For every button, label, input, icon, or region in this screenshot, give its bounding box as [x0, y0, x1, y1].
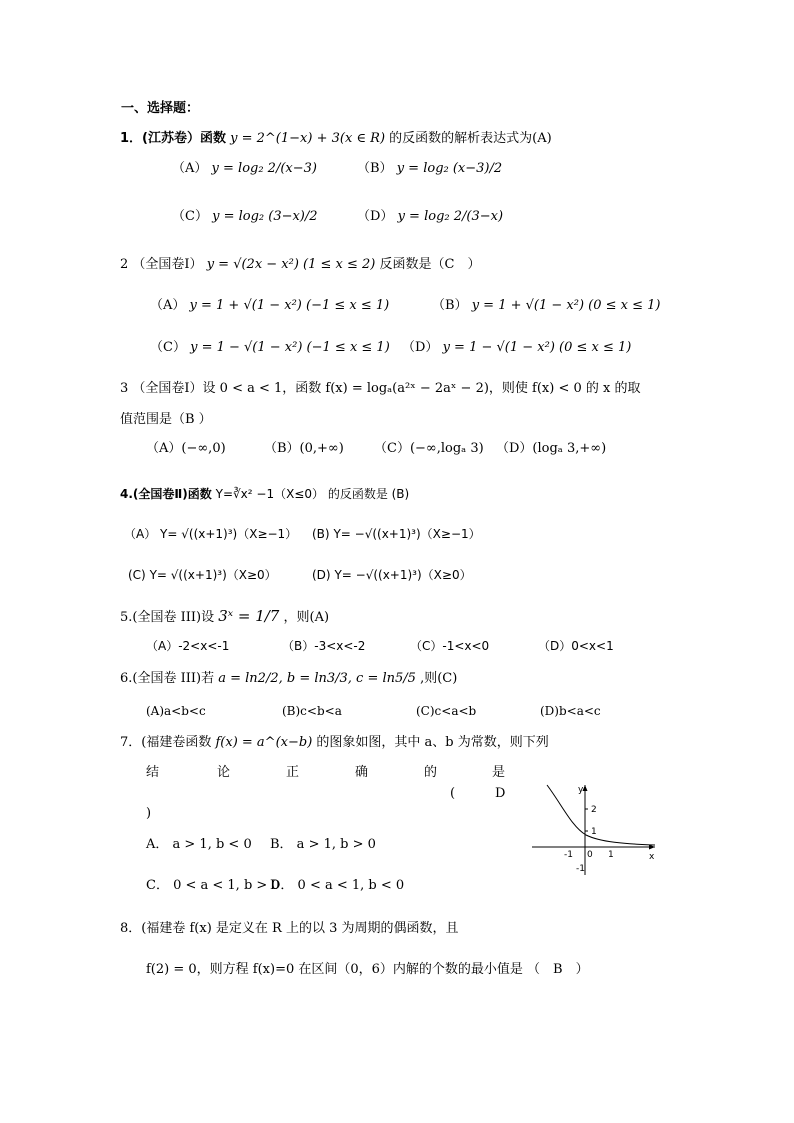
- q7-graph-tick-label-y1: 1: [591, 827, 597, 837]
- q6-option-c: (C)c<a<b: [416, 704, 477, 718]
- q4-stem-suffix: 的反函数是 (B): [327, 487, 410, 501]
- q2-stem: [120, 258, 480, 271]
- q1-option-b-formula: y = log₂ (x−3)/2: [396, 161, 503, 176]
- q2-stem-suffix: 反函数是（C ）: [379, 257, 481, 272]
- q5-option-c: （C）-1<x<0: [410, 639, 490, 653]
- q1-option-d: [357, 210, 503, 223]
- q7-stem-prefix: 7．(福建卷函数: [120, 735, 212, 750]
- q2-option-d-formula: y = 1 − √(1 − x²) (0 ≤ x ≤ 1): [442, 340, 632, 355]
- q3-stem-line2: 值范围是（B ）: [120, 412, 212, 427]
- q5-stem-suffix: ，则(A): [283, 610, 330, 625]
- q7-spaced-char-5: 的: [424, 765, 438, 780]
- q7-option-a: A． a > 1, b < 0: [146, 837, 252, 852]
- q4-option-c: [128, 569, 277, 581]
- q4-option-b: [312, 528, 481, 540]
- q1-option-c: [172, 210, 318, 223]
- q3-stem-line1: 3 （全国卷Ⅰ）设 0 < a < 1，函数 f(x) = logₐ(a²ˣ − 2aˣ − 2)，则使 f(x) < 0 的 x 的取: [120, 381, 641, 396]
- q5-option-d: （D）0<x<1: [538, 639, 614, 653]
- q2-option-a-label: （A）: [150, 298, 186, 313]
- q5-stem-prefix: 5.(全国卷 III)设: [120, 610, 215, 625]
- q2-option-c: [150, 341, 390, 354]
- q4-option-c-label: (C): [128, 568, 146, 582]
- q7-answer-close: ): [146, 806, 152, 821]
- q2-option-d: [402, 341, 631, 354]
- q5-stem-formula: 3ˣ = 1/7: [218, 607, 280, 625]
- q7-spaced-char-3: 正: [286, 765, 300, 780]
- q4-option-a: [124, 528, 297, 540]
- q3-option-a: （A）(−∞,0): [146, 441, 226, 456]
- q2-option-b: [432, 299, 661, 312]
- q3-option-b: （B）(0,+∞): [264, 441, 344, 456]
- section-title: 一、选择题：: [121, 101, 200, 116]
- q7-answer-open: (: [450, 786, 456, 801]
- q7-stem-formula: f(x) = a^(x−b): [215, 735, 313, 750]
- q1-stem-formula: y = 2^(1−x) + 3(x ∈ R): [230, 131, 386, 146]
- q7-spaced-char-2: 论: [217, 765, 231, 780]
- q7-graph-tick-label-y-neg: -1: [576, 864, 585, 874]
- q7-answer: D: [495, 786, 506, 801]
- q1-option-d-label: （D）: [357, 209, 394, 224]
- q2-option-b-formula: y = 1 + √(1 − x²) (0 ≤ x ≤ 1): [471, 298, 661, 313]
- q7-graph-y-label: y: [578, 785, 584, 795]
- q7-graph-curve: [547, 785, 655, 845]
- q7-graph-x-label: x: [649, 852, 655, 862]
- q2-stem-formula: y = √(2x − x²) (1 ≤ x ≤ 2): [206, 257, 376, 272]
- q6-stem-prefix: 6.(全国卷 III)若: [120, 671, 215, 686]
- q4-stem: [120, 488, 409, 500]
- q7-spaced-char-6: 是: [492, 765, 506, 780]
- q7-graph-tick-label-y2: 2: [591, 805, 597, 815]
- q7-spaced-char-4: 确: [355, 765, 369, 780]
- q1-option-c-label: （C）: [172, 209, 208, 224]
- q7-graph-tick-label-x1: 1: [608, 850, 614, 860]
- q6-option-a: (A)a<b<c: [146, 704, 206, 718]
- q5-option-a: （A）-2<x<-1: [146, 639, 230, 653]
- q2-option-b-label: （B）: [432, 298, 468, 313]
- q4-option-b-label: (B): [312, 527, 330, 541]
- q1-stem: [120, 132, 552, 145]
- q1-option-d-formula: y = log₂ 2/(3−x): [397, 209, 504, 224]
- q7-spaced-char-1: 结: [146, 765, 160, 780]
- q4-option-a-formula: Y= √((x+1)³)（X≥−1）: [160, 527, 298, 541]
- q4-option-d: [312, 569, 472, 581]
- q7-option-d: D． 0 < a < 1, b < 0: [270, 878, 405, 893]
- q1-option-b-label: （B）: [357, 161, 393, 176]
- q2-option-d-label: （D）: [402, 340, 439, 355]
- q4-option-c-formula: Y= √((x+1)³)（X≥0）: [149, 568, 277, 582]
- q4-option-b-formula: Y= −√((x+1)³)（X≥−1）: [333, 527, 481, 541]
- q7-option-b: B． a > 1, b > 0: [270, 837, 376, 852]
- q1-option-c-formula: y = log₂ (3−x)/2: [212, 209, 318, 224]
- q7-function-graph: [530, 775, 670, 880]
- q4-stem-formula: Y=∛x² −1（X≤0）: [215, 487, 324, 501]
- q3-option-c: （C）(−∞,logₐ 3): [374, 441, 484, 456]
- q5-stem: [120, 609, 329, 624]
- q6-stem-formula: a = ln2/2, b = ln3/3, c = ln5/5: [218, 671, 416, 686]
- q3-option-d: （D）(logₐ 3,+∞): [496, 441, 607, 456]
- q8-stem-line2: f(2) = 0，则方程 f(x)=0 在区间（0，6）内解的个数的最小值是 （ B ）: [146, 962, 589, 977]
- q4-option-d-label: (D): [312, 568, 331, 582]
- q2-stem-prefix: 2 （全国卷Ⅰ）: [120, 257, 203, 272]
- q1-option-a-label: （A）: [172, 161, 208, 176]
- q7-graph-tick-label-x-neg: -1: [564, 850, 573, 860]
- q2-option-c-formula: y = 1 − √(1 − x²) (−1 ≤ x ≤ 1): [190, 340, 390, 355]
- q6-stem: [120, 672, 457, 685]
- q1-stem-prefix: 1．(江苏卷）函数: [120, 131, 226, 146]
- q7-stem: [120, 736, 549, 749]
- q1-option-a: [172, 162, 317, 175]
- q2-option-a-formula: y = 1 + √(1 − x²) (−1 ≤ x ≤ 1): [189, 298, 390, 313]
- q1-option-a-formula: y = log₂ 2/(x−3): [211, 161, 317, 176]
- q1-option-b: [357, 162, 502, 175]
- q4-option-d-formula: Y= −√((x+1)³)（X≥0）: [334, 568, 472, 582]
- q2-option-c-label: （C）: [150, 340, 186, 355]
- q4-stem-prefix: 4.(全国卷Ⅱ)函数: [120, 487, 212, 501]
- q6-stem-suffix: ,则(C): [420, 671, 458, 686]
- q1-stem-suffix: 的反函数的解析表达式为(A): [389, 131, 552, 146]
- q6-option-d: (D)b<a<c: [540, 704, 601, 718]
- q7-option-c: C． 0 < a < 1, b > 0: [146, 878, 280, 893]
- q6-option-b: (B)c<b<a: [282, 704, 342, 718]
- q2-option-a: [150, 299, 389, 312]
- q7-stem-suffix: 的图象如图，其中 a、b 为常数，则下列: [316, 735, 549, 750]
- q8-stem-line1: 8．(福建卷 f(x) 是定义在 R 上的以 3 为周期的偶函数，且: [120, 921, 459, 936]
- q5-option-b: （B）-3<x<-2: [282, 639, 366, 653]
- q4-option-a-label: （A）: [124, 527, 157, 541]
- q7-graph-origin-label: 0: [587, 850, 593, 860]
